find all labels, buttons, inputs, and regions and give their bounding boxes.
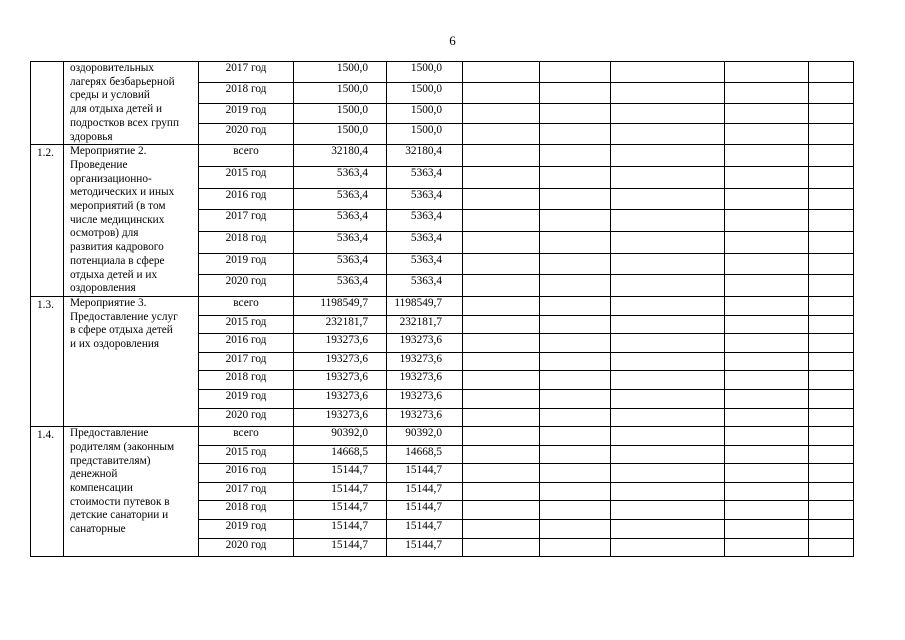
amount-cell: 15144,7: [387, 482, 463, 501]
period-cell: 2017 год: [199, 482, 294, 501]
empty-cell: [809, 210, 854, 232]
empty-cell: [540, 296, 611, 315]
empty-cell: [463, 371, 540, 390]
empty-cell: [540, 210, 611, 232]
section-description-cell: [64, 145, 199, 297]
empty-cell: [809, 464, 854, 483]
period-cell: 2020 год: [199, 124, 294, 145]
amount-cell: 193273,6: [387, 334, 463, 353]
empty-cell: [725, 538, 809, 557]
empty-cell: [540, 427, 611, 446]
empty-cell: [725, 482, 809, 501]
period-cell: 2019 год: [199, 389, 294, 408]
empty-cell: [725, 82, 809, 103]
table-row: [31, 427, 854, 446]
empty-cell: [463, 124, 540, 145]
amount-cell: 193273,6: [294, 334, 387, 353]
empty-cell: [725, 296, 809, 315]
amount-cell: 15144,7: [294, 501, 387, 520]
empty-cell: [540, 315, 611, 334]
section-index: 1.4.: [31, 427, 64, 557]
empty-cell: [463, 334, 540, 353]
amount-cell: 14668,5: [294, 445, 387, 464]
section-description-cell: [64, 62, 199, 145]
empty-cell: [540, 501, 611, 520]
amount-cell: 193273,6: [387, 352, 463, 371]
empty-cell: [611, 124, 725, 145]
empty-cell: [611, 231, 725, 253]
empty-cell: [611, 520, 725, 539]
empty-cell: [463, 188, 540, 210]
amount-cell: 5363,4: [294, 210, 387, 232]
empty-cell: [540, 389, 611, 408]
amount-cell: 5363,4: [294, 253, 387, 275]
empty-cell: [809, 253, 854, 275]
period-cell: 2018 год: [199, 371, 294, 390]
empty-cell: [725, 124, 809, 145]
table-row: [31, 145, 854, 167]
empty-cell: [809, 352, 854, 371]
period-cell: 2016 год: [199, 464, 294, 483]
period-cell: всего: [199, 427, 294, 446]
empty-cell: [725, 520, 809, 539]
section-description: Мероприятие 2. Проведение организационно- методических и иных мероприятий (в том числе медицинских осмотров) для развития кадрового потенциала в сфере отдыха детей и их оздоровления: [70, 145, 175, 295]
amount-cell: 193273,6: [294, 408, 387, 427]
empty-cell: [540, 188, 611, 210]
empty-cell: [809, 501, 854, 520]
amount-cell: 14668,5: [387, 445, 463, 464]
empty-cell: [463, 445, 540, 464]
empty-cell: [809, 408, 854, 427]
empty-cell: [463, 275, 540, 297]
period-cell: 2017 год: [199, 210, 294, 232]
empty-cell: [540, 166, 611, 188]
empty-cell: [463, 482, 540, 501]
period-cell: 2020 год: [199, 275, 294, 297]
period-cell: 2015 год: [199, 315, 294, 334]
empty-cell: [540, 538, 611, 557]
period-cell: 2018 год: [199, 231, 294, 253]
empty-cell: [809, 371, 854, 390]
section-description-cell: [64, 427, 199, 557]
amount-cell: 1500,0: [294, 62, 387, 83]
empty-cell: [540, 275, 611, 297]
empty-cell: [463, 501, 540, 520]
period-cell: 2017 год: [199, 352, 294, 371]
empty-cell: [611, 253, 725, 275]
empty-cell: [611, 389, 725, 408]
empty-cell: [463, 427, 540, 446]
empty-cell: [611, 352, 725, 371]
period-cell: 2019 год: [199, 520, 294, 539]
empty-cell: [611, 445, 725, 464]
period-cell: 2016 год: [199, 188, 294, 210]
amount-cell: 1500,0: [387, 124, 463, 145]
empty-cell: [540, 520, 611, 539]
amount-cell: 15144,7: [294, 482, 387, 501]
amount-cell: 90392,0: [387, 427, 463, 446]
empty-cell: [540, 464, 611, 483]
empty-cell: [725, 464, 809, 483]
amount-cell: 193273,6: [387, 389, 463, 408]
empty-cell: [725, 145, 809, 167]
amount-cell: 1500,0: [387, 62, 463, 83]
period-cell: всего: [199, 296, 294, 315]
empty-cell: [725, 389, 809, 408]
empty-cell: [809, 166, 854, 188]
amount-cell: 193273,6: [387, 371, 463, 390]
empty-cell: [611, 145, 725, 167]
empty-cell: [725, 334, 809, 353]
amount-cell: 1500,0: [387, 103, 463, 124]
period-cell: 2020 год: [199, 408, 294, 427]
empty-cell: [540, 82, 611, 103]
section-index: [31, 62, 64, 145]
section-index: 1.3.: [31, 296, 64, 426]
amount-cell: 15144,7: [294, 538, 387, 557]
section-description: оздоровительных лагерях безбарьерной среды и условий для отдыха детей и подростков всех групп здоровья: [70, 62, 179, 143]
empty-cell: [809, 520, 854, 539]
amount-cell: 1500,0: [387, 82, 463, 103]
empty-cell: [725, 371, 809, 390]
section-description: Предоставление родителям (законным представителям) денежной компенсации стоимости путевок в детские санатории и санаторные: [70, 427, 175, 536]
period-cell: 2015 год: [199, 445, 294, 464]
amount-cell: 15144,7: [387, 520, 463, 539]
period-cell: 2017 год: [199, 62, 294, 83]
amount-cell: 1198549,7: [387, 296, 463, 315]
empty-cell: [611, 210, 725, 232]
empty-cell: [540, 334, 611, 353]
amount-cell: 5363,4: [294, 231, 387, 253]
empty-cell: [463, 389, 540, 408]
empty-cell: [725, 275, 809, 297]
empty-cell: [725, 501, 809, 520]
period-cell: 2019 год: [199, 253, 294, 275]
empty-cell: [611, 538, 725, 557]
amount-cell: 1198549,7: [294, 296, 387, 315]
empty-cell: [540, 371, 611, 390]
empty-cell: [611, 62, 725, 83]
table-body: [31, 62, 854, 557]
empty-cell: [611, 103, 725, 124]
section-description-cell: [64, 296, 199, 426]
amount-cell: 5363,4: [387, 188, 463, 210]
empty-cell: [809, 315, 854, 334]
empty-cell: [809, 275, 854, 297]
amount-cell: 5363,4: [294, 166, 387, 188]
empty-cell: [809, 538, 854, 557]
empty-cell: [611, 296, 725, 315]
amount-cell: 32180,4: [387, 145, 463, 167]
empty-cell: [809, 482, 854, 501]
empty-cell: [540, 62, 611, 83]
empty-cell: [725, 62, 809, 83]
empty-cell: [809, 188, 854, 210]
empty-cell: [809, 445, 854, 464]
empty-cell: [540, 482, 611, 501]
empty-cell: [725, 210, 809, 232]
empty-cell: [809, 389, 854, 408]
empty-cell: [725, 427, 809, 446]
empty-cell: [540, 408, 611, 427]
empty-cell: [463, 103, 540, 124]
empty-cell: [540, 253, 611, 275]
empty-cell: [463, 296, 540, 315]
page-number: 6: [449, 33, 456, 48]
empty-cell: [463, 520, 540, 539]
empty-cell: [463, 538, 540, 557]
amount-cell: 15144,7: [387, 501, 463, 520]
amount-cell: 15144,7: [387, 464, 463, 483]
empty-cell: [540, 103, 611, 124]
empty-cell: [463, 315, 540, 334]
empty-cell: [463, 210, 540, 232]
period-cell: 2018 год: [199, 501, 294, 520]
empty-cell: [540, 445, 611, 464]
empty-cell: [540, 231, 611, 253]
amount-cell: 15144,7: [294, 520, 387, 539]
empty-cell: [463, 62, 540, 83]
table-row: [31, 62, 854, 83]
empty-cell: [611, 275, 725, 297]
period-cell: 2019 год: [199, 103, 294, 124]
empty-cell: [611, 334, 725, 353]
empty-cell: [540, 145, 611, 167]
empty-cell: [809, 103, 854, 124]
amount-cell: 1500,0: [294, 103, 387, 124]
empty-cell: [809, 296, 854, 315]
empty-cell: [809, 145, 854, 167]
period-cell: 2018 год: [199, 82, 294, 103]
amount-cell: 193273,6: [294, 389, 387, 408]
empty-cell: [463, 408, 540, 427]
empty-cell: [611, 188, 725, 210]
empty-cell: [809, 334, 854, 353]
empty-cell: [809, 62, 854, 83]
amount-cell: 90392,0: [294, 427, 387, 446]
empty-cell: [611, 464, 725, 483]
period-cell: 2015 год: [199, 166, 294, 188]
empty-cell: [809, 124, 854, 145]
empty-cell: [809, 82, 854, 103]
empty-cell: [463, 253, 540, 275]
empty-cell: [725, 445, 809, 464]
empty-cell: [809, 231, 854, 253]
amount-cell: 5363,4: [387, 231, 463, 253]
empty-cell: [725, 315, 809, 334]
period-cell: всего: [199, 145, 294, 167]
amount-cell: 193273,6: [294, 371, 387, 390]
section-index: 1.2.: [31, 145, 64, 297]
empty-cell: [463, 464, 540, 483]
amount-cell: 1500,0: [294, 82, 387, 103]
empty-cell: [463, 352, 540, 371]
empty-cell: [463, 145, 540, 167]
amount-cell: 5363,4: [387, 275, 463, 297]
amount-cell: 1500,0: [294, 124, 387, 145]
amount-cell: 32180,4: [294, 145, 387, 167]
empty-cell: [611, 427, 725, 446]
empty-cell: [463, 166, 540, 188]
empty-cell: [725, 408, 809, 427]
amount-cell: 5363,4: [294, 188, 387, 210]
section-description: Мероприятие 3. Предоставление услуг в сфере отдыха детей и их оздоровления: [70, 296, 178, 351]
amount-cell: 232181,7: [387, 315, 463, 334]
amount-cell: 5363,4: [294, 275, 387, 297]
empty-cell: [611, 371, 725, 390]
empty-cell: [725, 188, 809, 210]
empty-cell: [540, 352, 611, 371]
amount-cell: 15144,7: [294, 464, 387, 483]
empty-cell: [611, 482, 725, 501]
empty-cell: [725, 352, 809, 371]
amount-cell: 193273,6: [294, 352, 387, 371]
amount-cell: 15144,7: [387, 538, 463, 557]
empty-cell: [725, 253, 809, 275]
empty-cell: [463, 82, 540, 103]
table-row: [31, 296, 854, 315]
amount-cell: 5363,4: [387, 253, 463, 275]
amount-cell: 5363,4: [387, 210, 463, 232]
period-cell: 2020 год: [199, 538, 294, 557]
budget-table: [30, 61, 854, 557]
empty-cell: [809, 427, 854, 446]
empty-cell: [725, 166, 809, 188]
empty-cell: [611, 408, 725, 427]
empty-cell: [725, 103, 809, 124]
amount-cell: 193273,6: [387, 408, 463, 427]
empty-cell: [611, 82, 725, 103]
empty-cell: [611, 501, 725, 520]
empty-cell: [611, 166, 725, 188]
empty-cell: [540, 124, 611, 145]
empty-cell: [463, 231, 540, 253]
empty-cell: [611, 315, 725, 334]
period-cell: 2016 год: [199, 334, 294, 353]
amount-cell: 5363,4: [387, 166, 463, 188]
empty-cell: [725, 231, 809, 253]
amount-cell: 232181,7: [294, 315, 387, 334]
